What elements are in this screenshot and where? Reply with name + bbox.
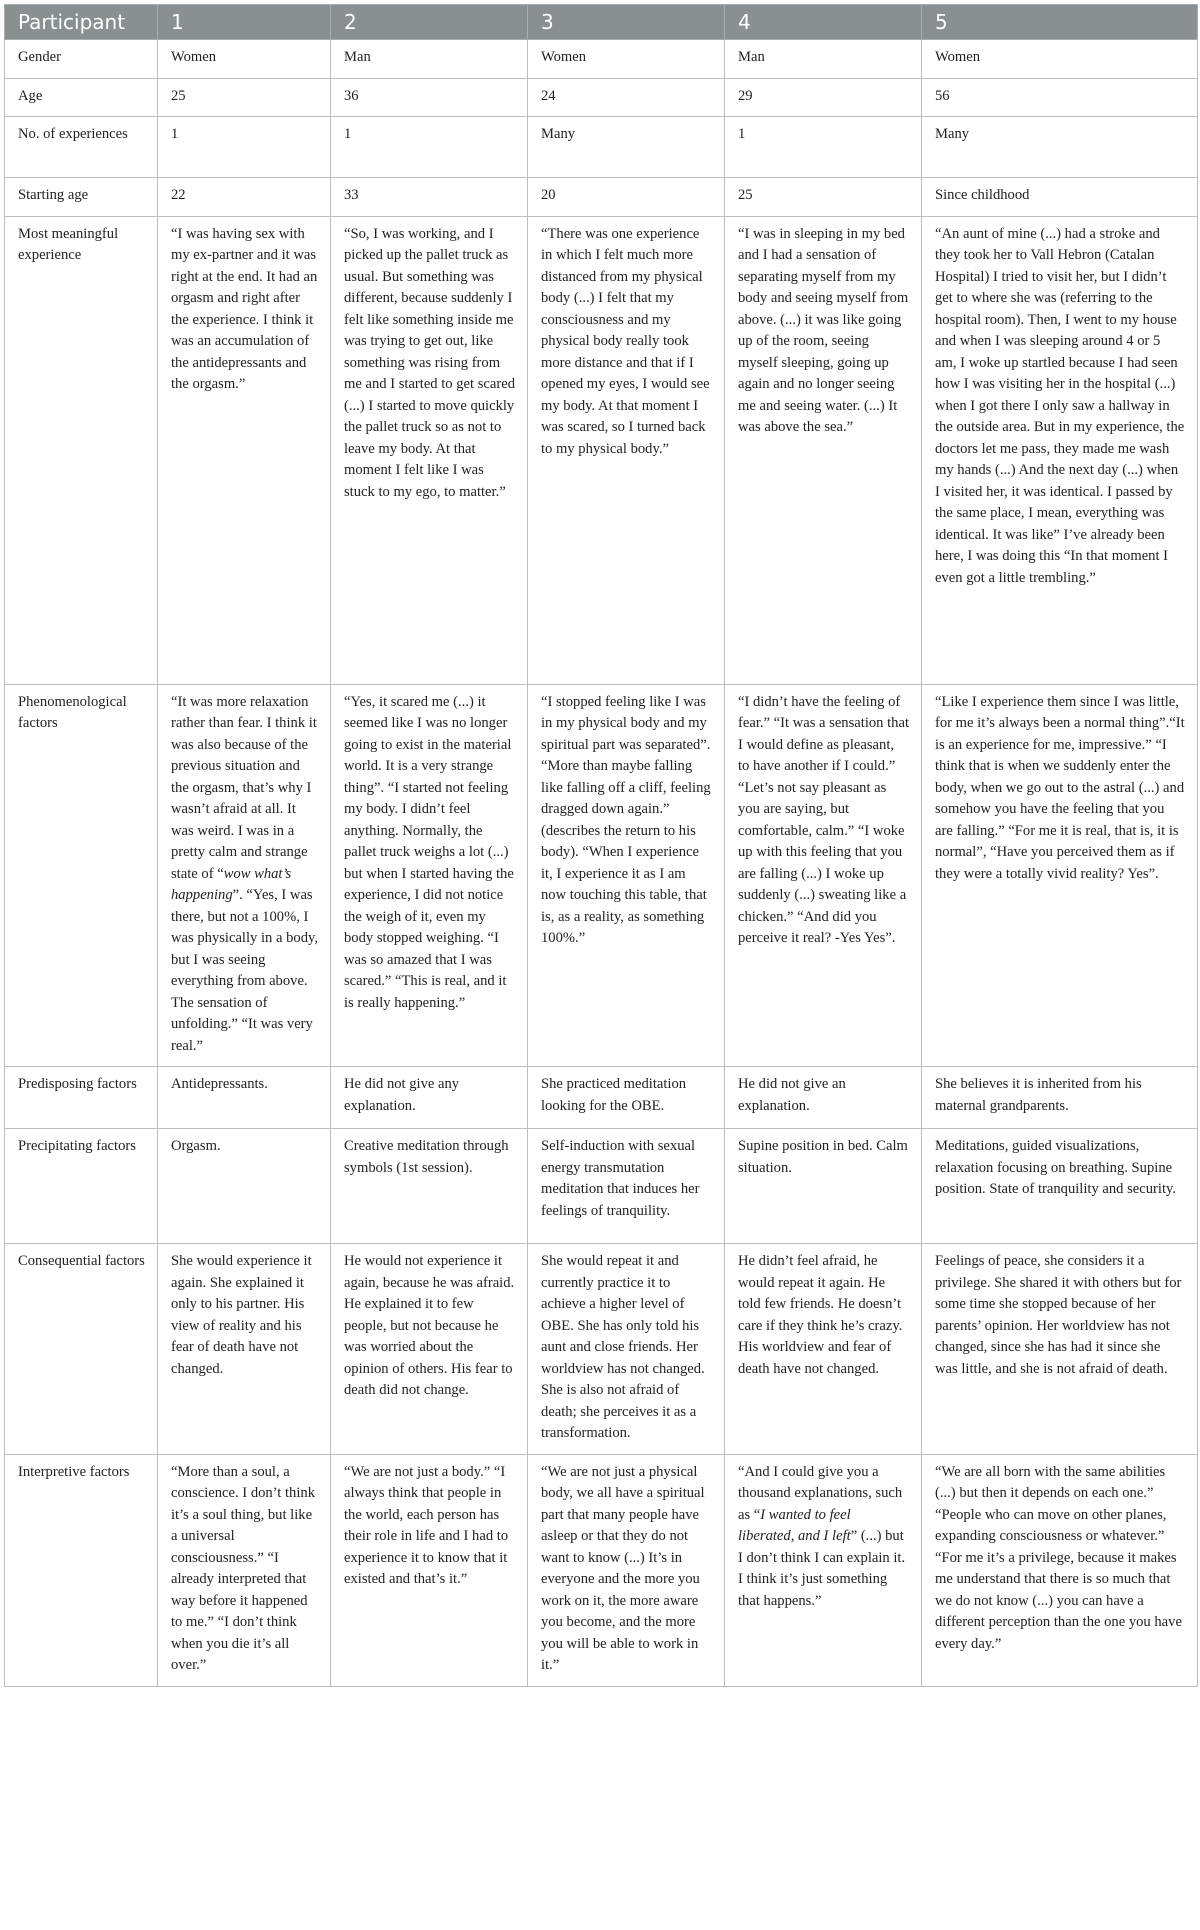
cell-starting-age-4: 25: [725, 178, 922, 217]
row-starting-age: [5, 178, 1198, 217]
cell-phenomenological-3: “I stopped feeling like I was in my physical body and my spiritual part was separated”. “More than maybe falling like falling off a cliff, feeling dragged down again.” (describes the return to his body). “When I experience it, I experience it as I am now touching this table, that is, as a reality, as something 100%.”: [528, 684, 725, 1067]
cell-predisposing-5: She believes it is inherited from his maternal grandparents.: [922, 1067, 1198, 1129]
cell-consequential-4: He didn’t feel afraid, he would repeat it again. He told few friends. He doesn’t care if they think he’s crazy. His worldview and fear of death have not changed.: [725, 1244, 922, 1455]
row-gender: [5, 40, 1198, 79]
cell-precipitating-1: Orgasm.: [158, 1129, 331, 1244]
cell-age-2: 36: [331, 78, 528, 117]
cell-num-experiences-2: 1: [331, 117, 528, 178]
row-label-most-meaningful: Most meaningful experience: [5, 216, 158, 684]
row-num-experiences: [5, 117, 1198, 178]
header-participant-5: 5: [922, 5, 1198, 40]
cell-phenomenological-4: “I didn’t have the feeling of fear.” “It was a sensation that I would define as pleasant, to have another if I could.” “Let’s not say pleasant as you are saying, but comfortable, calm.” “I woke up with this feeling that you are falling (...) I woke up suddenly (...) sweating like a chicken.” “And did you perceive it real? -Yes Yes”.: [725, 684, 922, 1067]
cell-gender-4: Man: [725, 40, 922, 79]
row-label-num-experiences: No. of experiences: [5, 117, 158, 178]
header-row: [5, 5, 1198, 40]
cell-consequential-2: He would not experience it again, because he was afraid. He explained it to few people, but not because he was worried about the opinion of others. His fear to death did not change.: [331, 1244, 528, 1455]
cell-gender-2: Man: [331, 40, 528, 79]
cell-gender-3: Women: [528, 40, 725, 79]
cell-precipitating-3: Self-induction with sexual energy transmutation meditation that induces her feelings of tranquility.: [528, 1129, 725, 1244]
row-label-phenomenological: Phenomenological factors: [5, 684, 158, 1067]
header-participant-label: Participant: [5, 5, 158, 40]
cell-num-experiences-3: Many: [528, 117, 725, 178]
cell-phenomenological-5: “Like I experience them since I was little, for me it’s always been a normal thing”.“It is an experience for me, impressive.” “I think that is when we suddenly enter the body, when we go out to the astral (...) and somehow you have the feeling that you are falling.” “For me it is real, that is, it is normal”, “Have you perceived them as if they were a totally vivid reality? Yes”.: [922, 684, 1198, 1067]
cell-most-meaningful-3: “There was one experience in which I felt much more distanced from my physical body (...) I felt that my consciousness and my physical body really took more distance and that if I opened my eyes, I would see my body. At that moment I was scared, so I turned back to my physical body.”: [528, 216, 725, 684]
cell-consequential-3: She would repeat it and currently practice it to achieve a higher level of OBE. She has only told his aunt and close friends. Her worldview has not changed. She is also not afraid of death; she perceives it as a transformation.: [528, 1244, 725, 1455]
cell-num-experiences-5: Many: [922, 117, 1198, 178]
header-participant-3: 3: [528, 5, 725, 40]
header-participant-2: 2: [331, 5, 528, 40]
cell-interpretive-4-italic: I wanted to feel liberated, and I left: [738, 1506, 851, 1544]
participants-table: [4, 4, 1198, 1687]
row-most-meaningful-experience: [5, 216, 1198, 684]
cell-predisposing-3: She practiced meditation looking for the OBE.: [528, 1067, 725, 1129]
cell-interpretive-2: “We are not just a body.” “I always think that people in the world, each person has their role in life and I had to experience it to know that it existed and that’s it.”: [331, 1454, 528, 1686]
cell-starting-age-3: 20: [528, 178, 725, 217]
row-age: [5, 78, 1198, 117]
cell-phenomenological-1-text-b: ”. “Yes, I was there, but not a 100%, I was physically in a body, but I was seeing everything from above. The sensation of unfolding.” “It was very real.”: [171, 887, 318, 1054]
cell-interpretive-4: [725, 1454, 922, 1686]
row-label-consequential: Consequential factors: [5, 1244, 158, 1455]
row-label-gender: Gender: [5, 40, 158, 79]
cell-gender-5: Women: [922, 40, 1198, 79]
cell-consequential-5: Feelings of peace, she considers it a privilege. She shared it with others but for some time she stopped because of her parents’ opinion. Her worldview has not changed, since she has had it since she was little, and she is not afraid of death.: [922, 1244, 1198, 1455]
cell-interpretive-4-text-a: “And I could give you a thousand explanations, such as “: [738, 1463, 903, 1523]
cell-starting-age-1: 22: [158, 178, 331, 217]
cell-starting-age-2: 33: [331, 178, 528, 217]
cell-interpretive-3: “We are not just a physical body, we all have a spiritual part that many people have asleep or that they do not want to know (...) It’s in everyone and the more you work on it, the more aware you become, and the more you will be able to work in it.”: [528, 1454, 725, 1686]
cell-most-meaningful-2: “So, I was working, and I picked up the pallet truck as usual. But something was different, because suddenly I felt like something inside me was trying to get out, like something was rising from me and I started to get scared (...) I started to move quickly the pallet truck so as not to leave my body. At that moment I felt like I was stuck to my ego, to matter.”: [331, 216, 528, 684]
cell-precipitating-4: Supine position in bed. Calm situation.: [725, 1129, 922, 1244]
cell-most-meaningful-5: “An aunt of mine (...) had a stroke and they took her to Vall Hebron (Catalan Hospital) I tried to visit her, but I didn’t get to where she was (referring to the hospital room). Then, I went to my house and when I was sleeping around 4 or 5 am, I woke up startled because I had seen how I was visiting her in the hospital (...) when I got there I only saw a hallway in the outside area. But in my experience, the doctors let me pass, they made me wash my hands (...) And the next day (...) when I visited her, it was identical. I passed by the same place, I mean, everything was identical. It was like” I’ve already been here, I was doing this “In that moment I even got a little trembling.”: [922, 216, 1198, 684]
row-precipitating-factors: [5, 1129, 1198, 1244]
row-label-predisposing: Predisposing factors: [5, 1067, 158, 1129]
cell-consequential-1: She would experience it again. She explained it only to his partner. His view of reality and his fear of death have not changed.: [158, 1244, 331, 1455]
cell-age-5: 56: [922, 78, 1198, 117]
row-label-age: Age: [5, 78, 158, 117]
cell-age-1: 25: [158, 78, 331, 117]
cell-predisposing-2: He did not give any explanation.: [331, 1067, 528, 1129]
row-label-interpretive: Interpretive factors: [5, 1454, 158, 1686]
row-phenomenological-factors: [5, 684, 1198, 1067]
header-participant-1: 1: [158, 5, 331, 40]
cell-phenomenological-1: [158, 684, 331, 1067]
cell-gender-1: Women: [158, 40, 331, 79]
header-participant-4: 4: [725, 5, 922, 40]
cell-num-experiences-1: 1: [158, 117, 331, 178]
cell-starting-age-5: Since childhood: [922, 178, 1198, 217]
cell-predisposing-1: Antidepressants.: [158, 1067, 331, 1129]
row-interpretive-factors: [5, 1454, 1198, 1686]
cell-phenomenological-1-italic: wow what’s happening: [171, 865, 292, 903]
row-label-precipitating: Precipitating factors: [5, 1129, 158, 1244]
row-consequential-factors: [5, 1244, 1198, 1455]
cell-age-3: 24: [528, 78, 725, 117]
row-label-starting-age: Starting age: [5, 178, 158, 217]
row-predisposing-factors: [5, 1067, 1198, 1129]
cell-interpretive-5: “We are all born with the same abilities (...) but then it depends on each one.” “People who can move on other planes, expanding consciousness or whatever.” “For me it’s a privilege, because it makes me understand that there is so much that we do not know (...) you can have a different perception than the one you have every day.”: [922, 1454, 1198, 1686]
cell-predisposing-4: He did not give an explanation.: [725, 1067, 922, 1129]
cell-phenomenological-2: “Yes, it scared me (...) it seemed like I was no longer going to exist in the material world. It is a very strange thing”. “I started not feeling my body. I didn’t feel anything. Normally, the pallet truck weighs a lot (...) but when I started having the experience, I did not notice the weigh of it, even my body stopped weighing. “I was so amazed that I was scared.” “This is real, and it is really happening.”: [331, 684, 528, 1067]
cell-interpretive-1: “More than a soul, a conscience. I don’t think it’s a soul thing, but like a universal consciousness.” “I already interpreted that way before it happened to me.” “I don’t think when you die it’s all over.”: [158, 1454, 331, 1686]
cell-age-4: 29: [725, 78, 922, 117]
cell-num-experiences-4: 1: [725, 117, 922, 178]
cell-most-meaningful-4: “I was in sleeping in my bed and I had a sensation of separating myself from my body and seeing myself from above. (...) it was like going up of the room, seeing myself sleeping, going up again and no longer seeing me and seeing water. (...) It was above the sea.”: [725, 216, 922, 684]
cell-precipitating-2: Creative meditation through symbols (1st session).: [331, 1129, 528, 1244]
cell-phenomenological-1-text-a: “It was more relaxation rather than fear. I think it was also because of the previous situation and the orgasm, that’s why I wasn’t afraid at all. It was weird. I was in a pretty calm and strange state of “: [171, 693, 317, 882]
cell-precipitating-5: Meditations, guided visualizations, relaxation focusing on breathing. Supine position. State of tranquility and security.: [922, 1129, 1198, 1244]
cell-most-meaningful-1: “I was having sex with my ex-partner and it was right at the end. It had an orgasm and right after the experience. I think it was an accumulation of the antidepressants and the orgasm.”: [158, 216, 331, 684]
cell-interpretive-4-text-b: ” (...) but I don’t think I can explain it. I think it’s just something that happens.”: [738, 1528, 906, 1609]
